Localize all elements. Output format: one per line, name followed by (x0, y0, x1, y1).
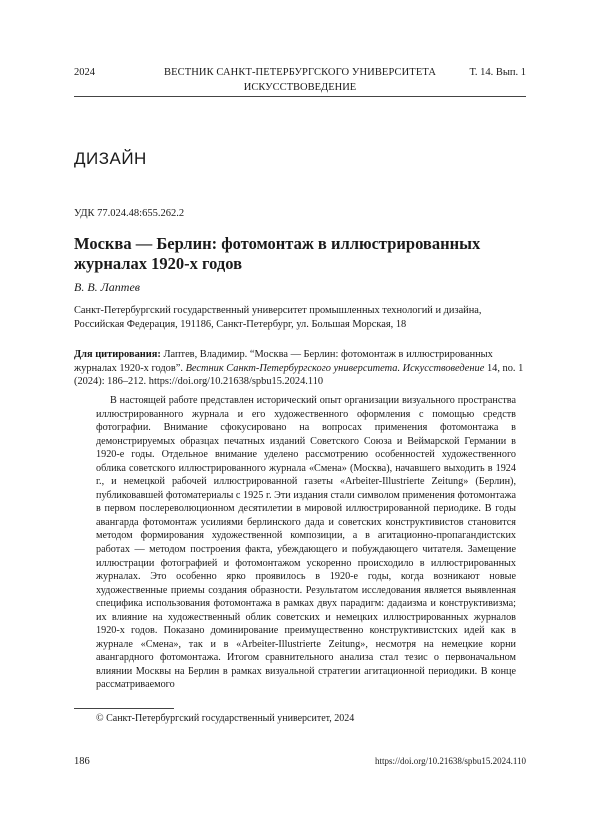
section-heading: ДИЗАЙН (74, 149, 147, 169)
citation-block (74, 348, 526, 389)
copyright-footnote: © Санкт-Петербургский государственный университет, 2024 (96, 713, 354, 724)
udc-code: УДК 77.024.48:655.262.2 (74, 208, 184, 219)
header-series: ИСКУССТВОВЕДЕНИЕ (74, 81, 526, 95)
article-title: Москва — Берлин: фотомонтаж в иллюстрированных журналах 1920-х годов (74, 234, 526, 274)
footnote-divider (74, 708, 174, 709)
author-affiliation: Санкт-Петербургский государственный университет промышленных технологий и дизайна, Российская Федерация, 191186, Санкт-Петербург, ул. Большая Морская, 18 (74, 304, 526, 332)
header-journal-title: ВЕСТНИК САНКТ-ПЕТЕРБУРГСКОГО УНИВЕРСИТЕТА (74, 66, 526, 80)
header-issue: Т. 14. Вып. 1 (469, 66, 526, 80)
footer-doi-link[interactable]: https://doi.org/10.21638/spbu15.2024.110 (375, 756, 526, 766)
author-name: В. В. Лаптев (74, 280, 140, 295)
header-year: 2024 (74, 66, 95, 80)
header-divider (74, 96, 526, 97)
citation-label: Для цитирования: (74, 349, 161, 360)
abstract-text: В настоящей работе представлен исторический опыт организации визуального пространства иллюстрированного журнала и его художественного оформления с помощью средств фотографии. Внимание сфокусировано на вопросах применения фотомонтажа в демонстрируемых образцах печатных изданий Советского Союза и Веймарской Германии в 1920-е годы. Отдельное внимание уделено рассмотрению особенностей художественного облика советского иллюстрированного журнала «Смена» (Москва), начавшего выходить в 1924 г., и немецкой рабочей иллюстрированной газеты «Arbeiter-Illustrierte Zeitung» (Берлин), публиковавшей фотоматериалы с 1925 г. Эти издания стали символом применения фотомонтажа в первом послереволюционном десятилетии в мировой иллюстрированной периодике. В годы авангарда фотомонтаж усилиями берлинского дада и советских конструктивистов становится методом формирования художественной композиции, а в агитационно-пропагандистских работах — методом построения факта, убеждающего и побуждающего читателя. Замещение иллюстрации фотографией и фотомонтажом ускоренно происходило в иллюстрированных журналах. Это особенно ярко проявилось в 1920-е годы, когда возникают новые художественные приемы создания образности. Результатом исследования является выявленная специфика использования фотомонтажа в рамках двух парадигм: дадаизма и конструктивизма; их влияние на художественный облик советских и немецких иллюстрированных журналов 1920-х годов. Показано доминирование преимущественно конструктивистских идей как в журнале «Смена», так и в «Arbeiter-Illustrierte Zeitung», несмотря на немецкие корни авангардного фотомонтажа. Итогом сравнительного анализа стал тезис о первоначальном влиянии Москвы на Берлин в рамках визуальной стратегии агитационной периодики. В конце рассматриваемого (96, 394, 516, 692)
citation-text-after: 14, no. 1 (2024): 186–212. https://doi.org/10.21638/spbu15.2024.110 (74, 363, 523, 388)
citation-text-before: Лаптев, Владимир. “Москва — Берлин: фотомонтаж в иллюстрированных журналах 1920-х годов”. (74, 349, 493, 374)
citation-journal: Вестник Санкт-Петербургского университета. Искусствоведение (186, 363, 485, 374)
page-number: 186 (74, 756, 90, 767)
